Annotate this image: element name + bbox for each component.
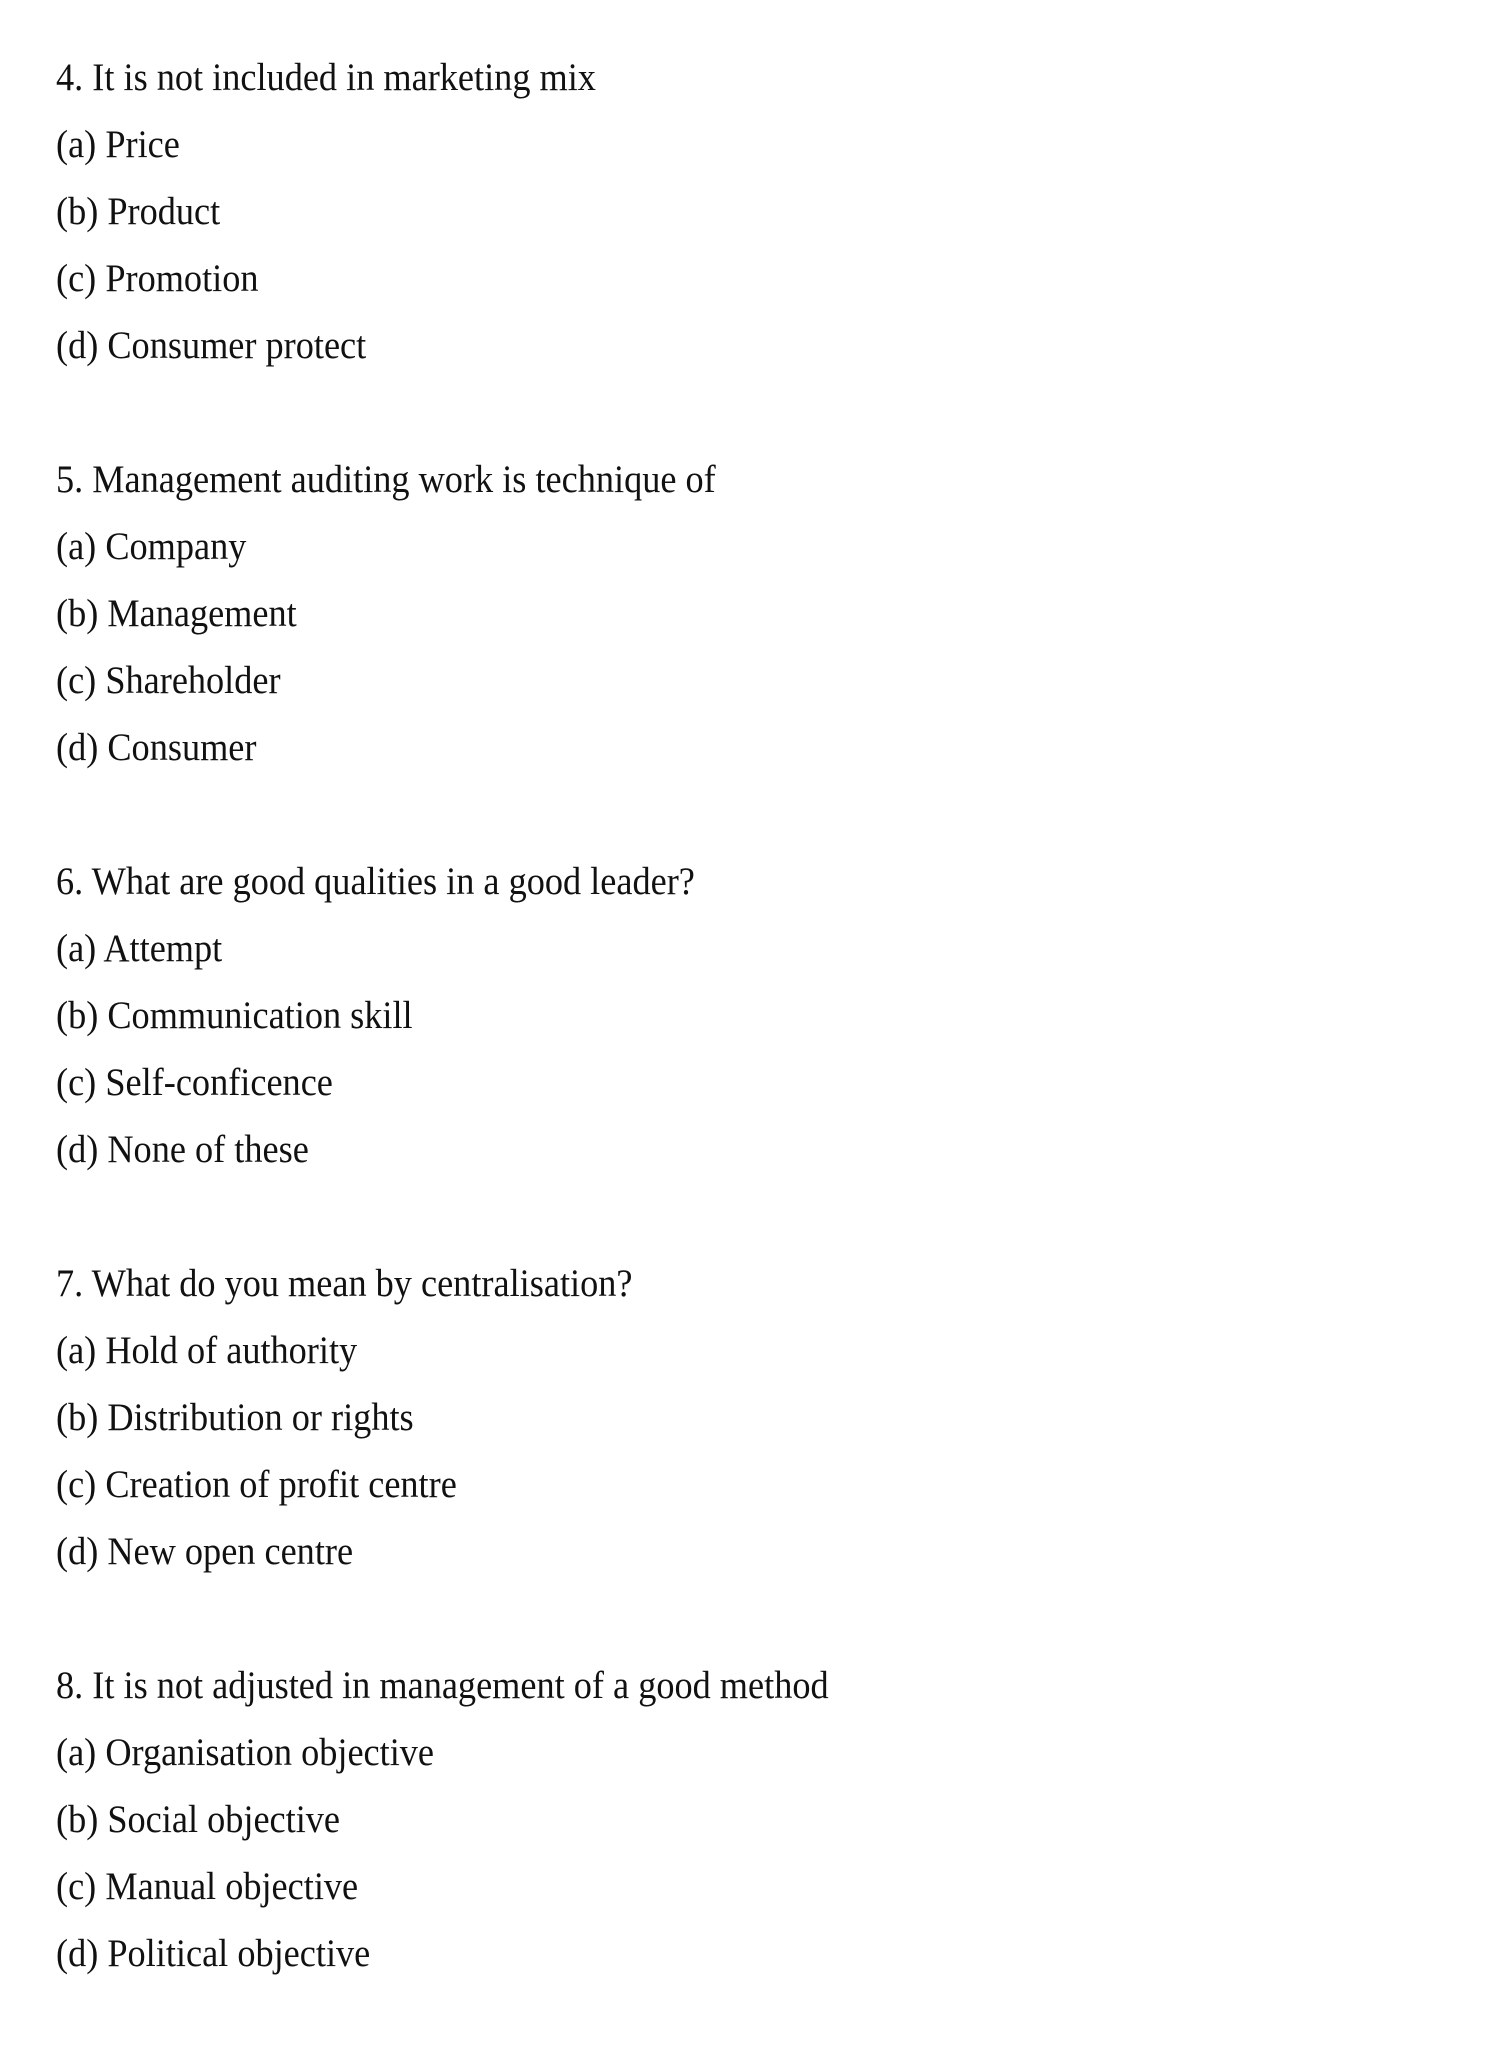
question-number: 6. [56, 860, 84, 903]
option-text: Communication skill [107, 994, 413, 1037]
question-text: Management auditing work is technique of [92, 458, 716, 501]
option-text: Manual objective [105, 1865, 359, 1908]
option-text: Consumer protect [107, 324, 367, 367]
option-text: Organisation objective [105, 1731, 435, 1774]
question-text: What are good qualities in a good leader? [91, 860, 695, 903]
option-a [56, 1317, 1358, 1384]
question-number: 7. [56, 1262, 84, 1305]
option-d [56, 1116, 1358, 1183]
question-number: 4. [56, 56, 84, 99]
question-number: 5. [56, 458, 84, 501]
option-b [56, 1786, 1358, 1853]
option-text: Self-conficence [105, 1061, 333, 1104]
option-letter: (d) [56, 1128, 99, 1171]
option-letter: (c) [56, 659, 97, 702]
option-letter: (c) [56, 1865, 97, 1908]
option-a [56, 1719, 1358, 1786]
option-b [56, 982, 1358, 1049]
option-letter: (b) [56, 1396, 99, 1439]
option-letter: (a) [56, 1731, 97, 1774]
option-c [56, 1451, 1358, 1518]
option-b [56, 178, 1358, 245]
option-text: Consumer [107, 726, 257, 769]
question-text: It is not included in marketing mix [92, 56, 596, 99]
option-letter: (a) [56, 1329, 97, 1372]
option-text: Social objective [107, 1798, 341, 1841]
option-letter: (b) [56, 1798, 99, 1841]
question-8 [56, 1652, 1456, 1987]
option-text: Distribution or rights [107, 1396, 414, 1439]
option-d [56, 1920, 1358, 1987]
question-4 [56, 44, 1456, 379]
option-text: Management [107, 592, 297, 635]
option-c [56, 647, 1358, 714]
option-letter: (c) [56, 1061, 97, 1104]
option-text: Promotion [105, 257, 259, 300]
question-sheet [56, 44, 1456, 2054]
option-c [56, 1049, 1358, 1116]
option-text: New open centre [107, 1530, 354, 1573]
option-a [56, 915, 1358, 982]
option-d [56, 714, 1358, 781]
question-stem [56, 848, 1358, 915]
option-b [56, 1384, 1358, 1451]
option-letter: (d) [56, 726, 99, 769]
option-letter: (c) [56, 1463, 97, 1506]
option-letter: (d) [56, 1530, 99, 1573]
option-letter: (c) [56, 257, 97, 300]
option-a [56, 513, 1358, 580]
option-letter: (a) [56, 123, 97, 166]
option-b [56, 580, 1358, 647]
option-text: Product [107, 190, 221, 233]
option-letter: (d) [56, 324, 99, 367]
option-letter: (a) [56, 525, 97, 568]
question-number: 8. [56, 1664, 84, 1707]
option-letter: (a) [56, 927, 97, 970]
option-text: Price [105, 123, 180, 166]
option-c [56, 1853, 1358, 1920]
option-text: Hold of authority [105, 1329, 358, 1372]
option-text: Company [105, 525, 247, 568]
option-text: None of these [107, 1128, 309, 1171]
option-d [56, 312, 1358, 379]
question-6 [56, 848, 1456, 1183]
question-stem [56, 1250, 1358, 1317]
option-text: Political objective [107, 1932, 371, 1975]
question-stem [56, 446, 1358, 513]
question-stem [56, 1652, 1358, 1719]
option-letter: (b) [56, 190, 99, 233]
option-letter: (b) [56, 592, 99, 635]
question-stem [56, 44, 1358, 111]
option-d [56, 1518, 1358, 1585]
question-text: What do you mean by centralisation? [91, 1262, 633, 1305]
question-text: It is not adjusted in management of a good method [92, 1664, 829, 1707]
option-a [56, 111, 1358, 178]
option-letter: (b) [56, 994, 99, 1037]
option-text: Shareholder [105, 659, 281, 702]
question-7 [56, 1250, 1456, 1585]
option-text: Creation of profit centre [105, 1463, 457, 1506]
question-5 [56, 446, 1456, 781]
option-c [56, 245, 1358, 312]
option-text: Attempt [103, 927, 223, 970]
option-letter: (d) [56, 1932, 99, 1975]
